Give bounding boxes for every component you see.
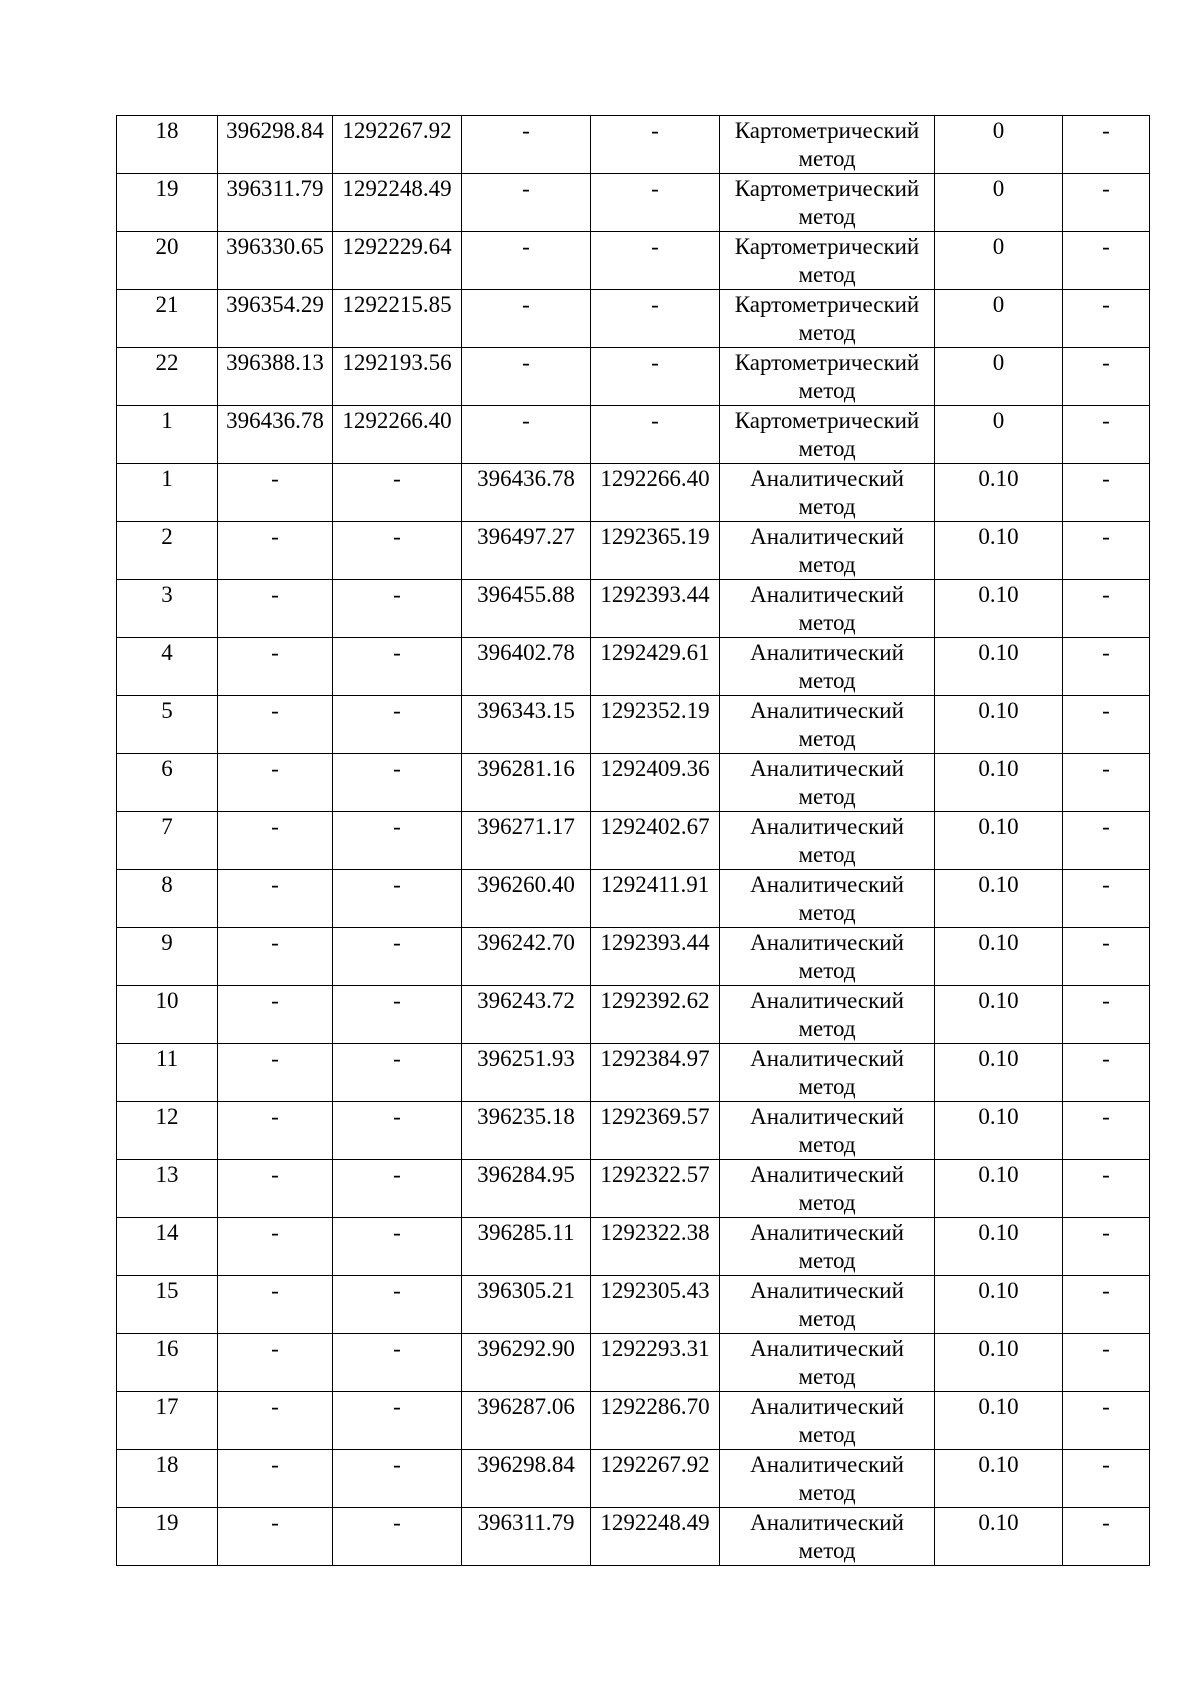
method-cell: Картометрический метод (720, 116, 935, 174)
existing-y-cell: - (333, 464, 462, 522)
table-row (117, 522, 1150, 580)
new-x-cell: 396243.72 (462, 986, 591, 1044)
existing-y-cell: - (333, 1334, 462, 1392)
existing-x-cell: - (218, 870, 333, 928)
new-y-cell: 1292266.40 (591, 464, 720, 522)
existing-y-cell: 1292215.85 (333, 290, 462, 348)
table-row (117, 1102, 1150, 1160)
accuracy-cell: 0.10 (935, 1102, 1063, 1160)
method-cell: Аналитический метод (720, 1392, 935, 1450)
accuracy-cell: 0 (935, 348, 1063, 406)
description-cell: - (1063, 174, 1150, 232)
accuracy-cell: 0.10 (935, 1334, 1063, 1392)
new-x-cell: 396260.40 (462, 870, 591, 928)
table-row (117, 1218, 1150, 1276)
existing-y-cell: 1292266.40 (333, 406, 462, 464)
accuracy-cell: 0 (935, 290, 1063, 348)
accuracy-cell: 0.10 (935, 696, 1063, 754)
table-row (117, 638, 1150, 696)
description-cell: - (1063, 754, 1150, 812)
table-row (117, 812, 1150, 870)
description-cell: - (1063, 812, 1150, 870)
existing-y-cell: - (333, 870, 462, 928)
coordinates-table (116, 115, 1150, 1566)
method-cell: Аналитический метод (720, 638, 935, 696)
new-x-cell: 396402.78 (462, 638, 591, 696)
description-cell: - (1063, 1334, 1150, 1392)
method-cell: Аналитический метод (720, 1102, 935, 1160)
existing-y-cell: - (333, 1450, 462, 1508)
new-y-cell: - (591, 290, 720, 348)
new-x-cell: 396305.21 (462, 1276, 591, 1334)
description-cell: - (1063, 1450, 1150, 1508)
accuracy-cell: 0.10 (935, 754, 1063, 812)
new-x-cell: 396251.93 (462, 1044, 591, 1102)
table-row (117, 348, 1150, 406)
point-number-cell: 13 (117, 1160, 218, 1218)
table-row (117, 174, 1150, 232)
existing-x-cell: 396311.79 (218, 174, 333, 232)
description-cell: - (1063, 232, 1150, 290)
description-cell: - (1063, 986, 1150, 1044)
table-row (117, 1160, 1150, 1218)
description-cell: - (1063, 1508, 1150, 1566)
method-cell: Аналитический метод (720, 1276, 935, 1334)
existing-x-cell: - (218, 1102, 333, 1160)
new-x-cell: 396455.88 (462, 580, 591, 638)
new-x-cell: 396287.06 (462, 1392, 591, 1450)
new-y-cell: - (591, 232, 720, 290)
accuracy-cell: 0 (935, 174, 1063, 232)
description-cell: - (1063, 1392, 1150, 1450)
accuracy-cell: 0.10 (935, 1450, 1063, 1508)
table-row (117, 928, 1150, 986)
existing-y-cell: 1292267.92 (333, 116, 462, 174)
method-cell: Аналитический метод (720, 522, 935, 580)
accuracy-cell: 0.10 (935, 638, 1063, 696)
description-cell: - (1063, 870, 1150, 928)
point-number-cell: 22 (117, 348, 218, 406)
new-x-cell: 396281.16 (462, 754, 591, 812)
new-x-cell: - (462, 290, 591, 348)
description-cell: - (1063, 1276, 1150, 1334)
point-number-cell: 4 (117, 638, 218, 696)
existing-x-cell: - (218, 1218, 333, 1276)
accuracy-cell: 0.10 (935, 870, 1063, 928)
table-row (117, 116, 1150, 174)
method-cell: Картометрический метод (720, 174, 935, 232)
point-number-cell: 18 (117, 1450, 218, 1508)
new-y-cell: 1292409.36 (591, 754, 720, 812)
existing-y-cell: - (333, 1508, 462, 1566)
accuracy-cell: 0 (935, 232, 1063, 290)
existing-y-cell: - (333, 928, 462, 986)
new-x-cell: 396242.70 (462, 928, 591, 986)
existing-y-cell: - (333, 638, 462, 696)
new-x-cell: - (462, 348, 591, 406)
accuracy-cell: 0.10 (935, 928, 1063, 986)
existing-x-cell: 396354.29 (218, 290, 333, 348)
new-x-cell: 396497.27 (462, 522, 591, 580)
accuracy-cell: 0.10 (935, 812, 1063, 870)
table-row (117, 696, 1150, 754)
method-cell: Аналитический метод (720, 1218, 935, 1276)
point-number-cell: 16 (117, 1334, 218, 1392)
method-cell: Аналитический метод (720, 580, 935, 638)
table-row (117, 1044, 1150, 1102)
new-x-cell: - (462, 406, 591, 464)
table-row (117, 986, 1150, 1044)
description-cell: - (1063, 290, 1150, 348)
point-number-cell: 20 (117, 232, 218, 290)
new-y-cell: 1292384.97 (591, 1044, 720, 1102)
method-cell: Аналитический метод (720, 754, 935, 812)
description-cell: - (1063, 928, 1150, 986)
new-y-cell: 1292402.67 (591, 812, 720, 870)
method-cell: Картометрический метод (720, 290, 935, 348)
existing-x-cell: 396330.65 (218, 232, 333, 290)
method-cell: Аналитический метод (720, 464, 935, 522)
point-number-cell: 8 (117, 870, 218, 928)
existing-x-cell: 396388.13 (218, 348, 333, 406)
table-row (117, 1450, 1150, 1508)
existing-x-cell: - (218, 1392, 333, 1450)
new-x-cell: - (462, 174, 591, 232)
existing-y-cell: - (333, 1102, 462, 1160)
point-number-cell: 17 (117, 1392, 218, 1450)
existing-y-cell: - (333, 1160, 462, 1218)
description-cell: - (1063, 1160, 1150, 1218)
existing-y-cell: - (333, 754, 462, 812)
new-y-cell: 1292352.19 (591, 696, 720, 754)
existing-x-cell: - (218, 1334, 333, 1392)
point-number-cell: 11 (117, 1044, 218, 1102)
description-cell: - (1063, 406, 1150, 464)
existing-y-cell: - (333, 1218, 462, 1276)
new-y-cell: - (591, 348, 720, 406)
accuracy-cell: 0.10 (935, 986, 1063, 1044)
existing-x-cell: - (218, 928, 333, 986)
accuracy-cell: 0.10 (935, 464, 1063, 522)
new-y-cell: 1292305.43 (591, 1276, 720, 1334)
point-number-cell: 9 (117, 928, 218, 986)
new-x-cell: 396285.11 (462, 1218, 591, 1276)
method-cell: Аналитический метод (720, 870, 935, 928)
method-cell: Картометрический метод (720, 348, 935, 406)
point-number-cell: 5 (117, 696, 218, 754)
description-cell: - (1063, 348, 1150, 406)
method-cell: Аналитический метод (720, 928, 935, 986)
point-number-cell: 6 (117, 754, 218, 812)
new-x-cell: 396298.84 (462, 1450, 591, 1508)
table-row (117, 1334, 1150, 1392)
existing-x-cell: - (218, 522, 333, 580)
existing-x-cell: 396436.78 (218, 406, 333, 464)
point-number-cell: 21 (117, 290, 218, 348)
existing-y-cell: - (333, 696, 462, 754)
point-number-cell: 3 (117, 580, 218, 638)
existing-x-cell: - (218, 754, 333, 812)
method-cell: Аналитический метод (720, 1334, 935, 1392)
description-cell: - (1063, 1102, 1150, 1160)
new-x-cell: - (462, 116, 591, 174)
point-number-cell: 19 (117, 174, 218, 232)
new-x-cell: 396235.18 (462, 1102, 591, 1160)
accuracy-cell: 0.10 (935, 1276, 1063, 1334)
description-cell: - (1063, 522, 1150, 580)
new-x-cell: - (462, 232, 591, 290)
accuracy-cell: 0.10 (935, 1218, 1063, 1276)
description-cell: - (1063, 464, 1150, 522)
new-y-cell: 1292411.91 (591, 870, 720, 928)
point-number-cell: 1 (117, 406, 218, 464)
accuracy-cell: 0.10 (935, 522, 1063, 580)
existing-x-cell: 396298.84 (218, 116, 333, 174)
existing-x-cell: - (218, 696, 333, 754)
table-row (117, 1508, 1150, 1566)
method-cell: Аналитический метод (720, 986, 935, 1044)
method-cell: Аналитический метод (720, 1160, 935, 1218)
existing-x-cell: - (218, 1160, 333, 1218)
point-number-cell: 1 (117, 464, 218, 522)
description-cell: - (1063, 696, 1150, 754)
accuracy-cell: 0.10 (935, 1044, 1063, 1102)
existing-x-cell: - (218, 464, 333, 522)
accuracy-cell: 0.10 (935, 1392, 1063, 1450)
table-row (117, 464, 1150, 522)
new-y-cell: 1292365.19 (591, 522, 720, 580)
point-number-cell: 12 (117, 1102, 218, 1160)
new-y-cell: 1292369.57 (591, 1102, 720, 1160)
accuracy-cell: 0.10 (935, 580, 1063, 638)
table-body (117, 116, 1150, 1566)
existing-y-cell: 1292248.49 (333, 174, 462, 232)
table-row (117, 406, 1150, 464)
existing-y-cell: - (333, 812, 462, 870)
point-number-cell: 14 (117, 1218, 218, 1276)
existing-y-cell: - (333, 1276, 462, 1334)
table-row (117, 1276, 1150, 1334)
new-y-cell: 1292267.92 (591, 1450, 720, 1508)
existing-x-cell: - (218, 1508, 333, 1566)
new-x-cell: 396284.95 (462, 1160, 591, 1218)
description-cell: - (1063, 638, 1150, 696)
point-number-cell: 18 (117, 116, 218, 174)
new-x-cell: 396436.78 (462, 464, 591, 522)
existing-y-cell: - (333, 1044, 462, 1102)
existing-y-cell: - (333, 1392, 462, 1450)
method-cell: Картометрический метод (720, 406, 935, 464)
existing-x-cell: - (218, 986, 333, 1044)
existing-x-cell: - (218, 638, 333, 696)
point-number-cell: 2 (117, 522, 218, 580)
new-y-cell: - (591, 174, 720, 232)
existing-y-cell: - (333, 522, 462, 580)
existing-x-cell: - (218, 1450, 333, 1508)
description-cell: - (1063, 116, 1150, 174)
new-y-cell: 1292286.70 (591, 1392, 720, 1450)
new-y-cell: 1292248.49 (591, 1508, 720, 1566)
method-cell: Аналитический метод (720, 812, 935, 870)
new-x-cell: 396311.79 (462, 1508, 591, 1566)
new-x-cell: 396292.90 (462, 1334, 591, 1392)
method-cell: Картометрический метод (720, 232, 935, 290)
description-cell: - (1063, 1044, 1150, 1102)
new-y-cell: 1292393.44 (591, 580, 720, 638)
existing-x-cell: - (218, 1276, 333, 1334)
description-cell: - (1063, 1218, 1150, 1276)
existing-x-cell: - (218, 1044, 333, 1102)
accuracy-cell: 0.10 (935, 1508, 1063, 1566)
existing-y-cell: 1292229.64 (333, 232, 462, 290)
table-row (117, 232, 1150, 290)
method-cell: Аналитический метод (720, 1508, 935, 1566)
existing-y-cell: - (333, 580, 462, 638)
new-y-cell: 1292393.44 (591, 928, 720, 986)
method-cell: Аналитический метод (720, 1044, 935, 1102)
accuracy-cell: 0 (935, 116, 1063, 174)
new-y-cell: 1292429.61 (591, 638, 720, 696)
point-number-cell: 7 (117, 812, 218, 870)
point-number-cell: 19 (117, 1508, 218, 1566)
method-cell: Аналитический метод (720, 1450, 935, 1508)
existing-y-cell: - (333, 986, 462, 1044)
table-row (117, 580, 1150, 638)
accuracy-cell: 0.10 (935, 1160, 1063, 1218)
new-y-cell: - (591, 406, 720, 464)
accuracy-cell: 0 (935, 406, 1063, 464)
table-row (117, 1392, 1150, 1450)
existing-x-cell: - (218, 580, 333, 638)
table-row (117, 870, 1150, 928)
new-x-cell: 396343.15 (462, 696, 591, 754)
point-number-cell: 10 (117, 986, 218, 1044)
new-y-cell: 1292322.38 (591, 1218, 720, 1276)
new-y-cell: 1292322.57 (591, 1160, 720, 1218)
method-cell: Аналитический метод (720, 696, 935, 754)
new-y-cell: 1292293.31 (591, 1334, 720, 1392)
new-y-cell: - (591, 116, 720, 174)
description-cell: - (1063, 580, 1150, 638)
existing-y-cell: 1292193.56 (333, 348, 462, 406)
new-x-cell: 396271.17 (462, 812, 591, 870)
point-number-cell: 15 (117, 1276, 218, 1334)
table-row (117, 290, 1150, 348)
new-y-cell: 1292392.62 (591, 986, 720, 1044)
table-row (117, 754, 1150, 812)
existing-x-cell: - (218, 812, 333, 870)
